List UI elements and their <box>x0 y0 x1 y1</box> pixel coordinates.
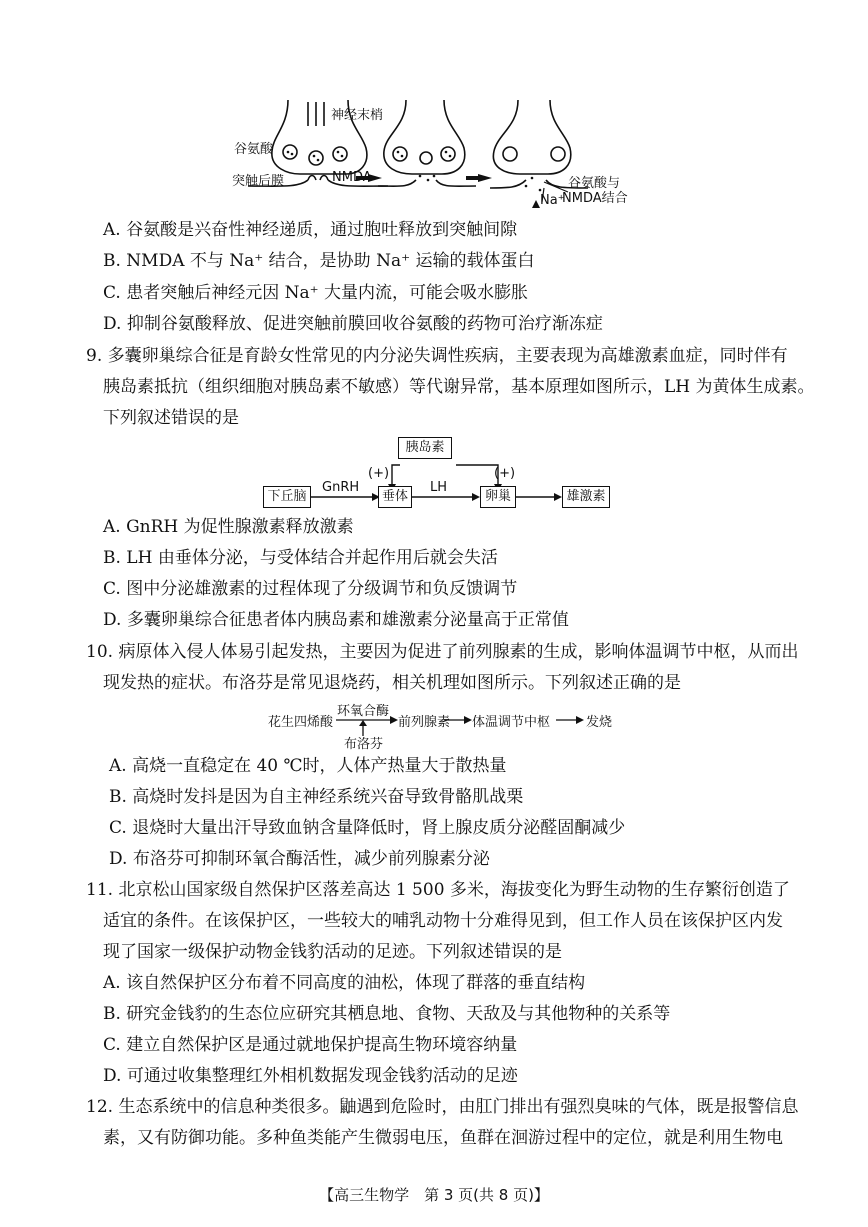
q10-stem-line1: 10. 病原体入侵人体易引起发热，主要因为促进了前列腺素的生成，影响体温调节中枢，从而出 <box>86 642 799 662</box>
box-hypothalamus: 下丘脑 <box>263 486 311 508</box>
label-ibuprofen: 布洛芬 <box>344 737 384 752</box>
q11-option-d: D. 可通过收集整理红外相机数据发现金钱豹活动的足迹 <box>103 1066 518 1086</box>
plus-left: (+) <box>368 466 390 481</box>
q10-option-b: B. 高烧时发抖是因为自主神经系统兴奋导致骨骼肌战栗 <box>109 787 524 807</box>
q8-option-c: C. 患者突触后神经元因 Na⁺ 大量内流，可能会吸水膨胀 <box>103 283 528 303</box>
q9-option-b: B. LH 由垂体分泌，与受体结合并起作用后就会失活 <box>103 548 498 568</box>
label-arachidonic-acid: 花生四烯酸 <box>268 715 334 730</box>
label-nerve-ending: 神经末梢 <box>331 108 384 123</box>
page-footer: 【高三生物学 第 3 页(共 8 页)】 <box>319 1186 549 1204</box>
q8-option-a: A. 谷氨酸是兴奋性神经递质，通过胞吐释放到突触间隙 <box>103 220 518 240</box>
q10-option-d: D. 布洛芬可抑制环氧合酶活性，减少前列腺素分泌 <box>109 849 490 869</box>
box-insulin: 胰岛素 <box>398 437 452 459</box>
q8-option-d: D. 抑制谷氨酸释放、促进突触前膜回收谷氨酸的药物可治疗渐冻症 <box>103 314 603 334</box>
box-ovary: 卵巢 <box>480 486 516 508</box>
q9-stem-line2: 胰岛素抵抗（组织细胞对胰岛素不敏感）等代谢异常，基本原理如图所示，LH 为黄体生成素。 <box>103 377 815 397</box>
label-gnrh: GnRH <box>322 480 360 495</box>
label-combine: 谷氨酸与 <box>568 176 621 191</box>
label-lh: LH <box>430 480 448 495</box>
label-combine2: NMDA结合 <box>562 191 628 206</box>
plus-right: (+) <box>494 466 516 481</box>
q11-option-b: B. 研究金钱豹的生态位应研究其栖息地、食物、天敌及与其他物种的关系等 <box>103 1004 671 1024</box>
label-nmda: NMDA <box>332 170 372 185</box>
q11-stem-line3: 现了国家一级保护动物金钱豹活动的足迹。下列叙述错误的是 <box>103 942 562 962</box>
label-thermoregulation-center: 体温调节中枢 <box>472 715 551 730</box>
q11-stem-line1: 11. 北京松山国家级自然保护区落差高达 1 500 多米，海拔变化为野生动物的生存繁衍创造了 <box>86 880 790 900</box>
q12-stem-line1: 12. 生态系统中的信息种类很多。鼬遇到危险时，由肛门排出有强烈臭味的气体，既是报警信息 <box>86 1097 799 1117</box>
q11-option-c: C. 建立自然保护区是通过就地保护提高生物环境容纳量 <box>103 1035 518 1055</box>
label-glutamate: 谷氨酸 <box>234 142 274 157</box>
label-fever: 发烧 <box>586 715 613 730</box>
q9-option-c: C. 图中分泌雄激素的过程体现了分级调节和负反馈调节 <box>103 579 518 599</box>
q9-stem-line1: 9. 多囊卵巢综合征是育龄女性常见的内分泌失调性疾病，主要表现为高雄激素血症，同时伴有 <box>86 346 788 366</box>
q11-stem-line2: 适宜的条件。在该保护区，一些较大的哺乳动物十分难得见到，但工作人员在该保护区内发 <box>103 911 783 931</box>
q12-stem-line2: 素，又有防御功能。多种鱼类能产生微弱电压，鱼群在洄游过程中的定位，就是利用生物电 <box>103 1128 783 1148</box>
label-postsynaptic: 突触后膜 <box>232 174 285 189</box>
q9-option-a: A. GnRH 为促性腺激素释放激素 <box>103 517 354 537</box>
box-androgen: 雄激素 <box>562 486 610 508</box>
q9-stem-line3: 下列叙述错误的是 <box>103 408 239 428</box>
q11-option-a: A. 该自然保护区分布着不同高度的油松，体现了群落的垂直结构 <box>103 973 586 993</box>
label-cyclooxygenase: 环氧合酶 <box>337 704 390 719</box>
q10-option-a: A. 高烧一直稳定在 40 ℃时，人体产热量大于散热量 <box>109 756 507 776</box>
label-prostaglandin: 前列腺素 <box>398 715 451 730</box>
q8-option-b: B. NMDA 不与 Na⁺ 结合，是协助 Na⁺ 运输的载体蛋白 <box>103 251 535 271</box>
q10-stem-line2: 现发热的症状。布洛芬是常见退烧药，相关机理如图所示。下列叙述正确的是 <box>103 673 681 693</box>
box-pituitary: 垂体 <box>378 486 412 508</box>
q10-option-c: C. 退烧时大量出汗导致血钠含量降低时，肾上腺皮质分泌醛固酮减少 <box>109 818 626 838</box>
q9-option-d: D. 多囊卵巢综合征患者体内胰岛素和雄激素分泌量高于正常值 <box>103 610 569 630</box>
label-na: Na⁺ <box>540 193 565 208</box>
